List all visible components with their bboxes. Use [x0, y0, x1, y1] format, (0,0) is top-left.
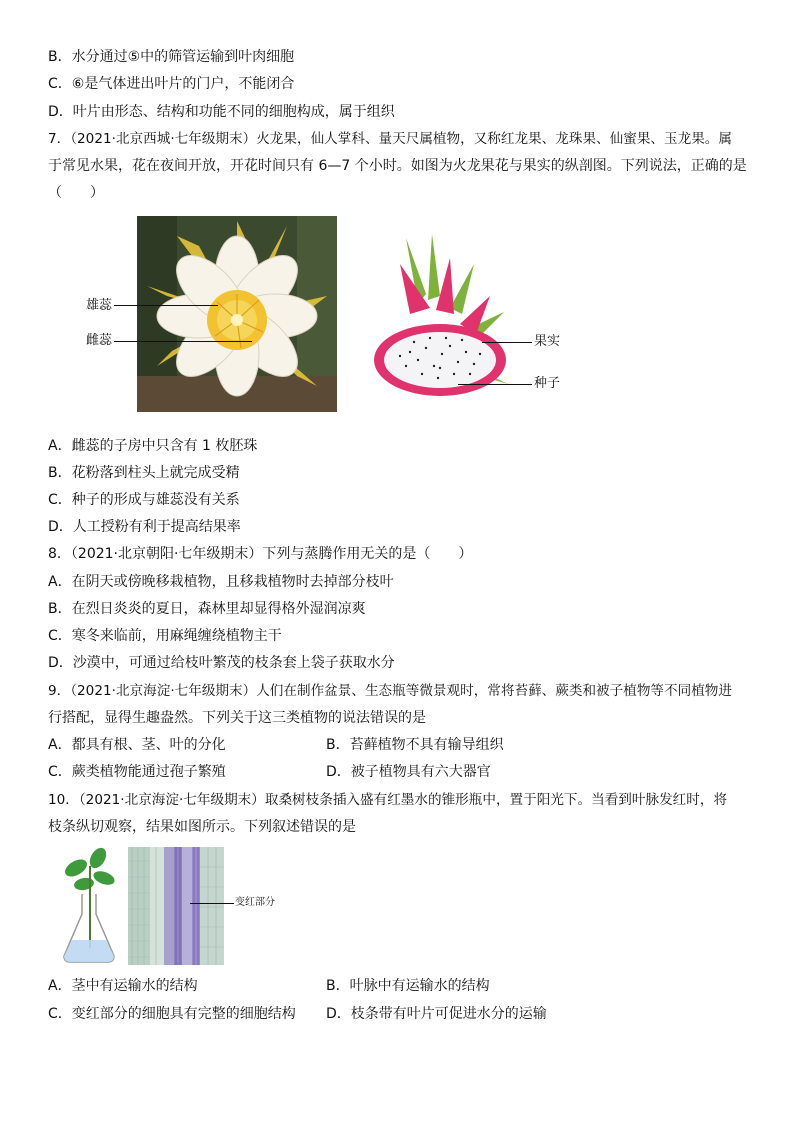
- q8-option-a: A．在阴天或傍晚移栽植物，且移栽植物时去掉部分枝叶: [48, 574, 394, 590]
- stem-longitudinal-section-micrograph: [128, 847, 224, 965]
- q9-options-row1: [48, 735, 748, 755]
- leader-stamen: [114, 305, 218, 306]
- label-pistil: 雌蕊: [86, 333, 113, 348]
- label-fruit: 果实: [534, 334, 561, 349]
- q10-stem-line2: 枝条纵切观察，结果如图所示。下列叙述错误的是: [48, 819, 356, 835]
- q9-options-row2: [48, 762, 748, 782]
- q10-options-row1: [48, 976, 748, 996]
- q9-stem-line2: 行搭配，显得生趣盎然。下列关于这三类植物的说法错误的是: [48, 710, 426, 726]
- q7-option-c: C．种子的形成与雄蕊没有关系: [48, 492, 240, 508]
- q9-stem-line1: 9．（2021·北京海淀·七年级期末）人们在制作盆景、生态瓶等微景观时，常将苔藓、蕨类和被子植物等不同植物进: [48, 683, 732, 699]
- q8-option-c: C．寒冬来临前，用麻绳缠绕植物主干: [48, 628, 282, 644]
- leader-pistil: [114, 341, 252, 342]
- q10-option-a: A．茎中有运输水的结构: [48, 978, 198, 994]
- leader-fruit: [482, 342, 532, 343]
- label-red-part: 变红部分: [235, 897, 275, 908]
- q10-options-row2: [48, 1004, 748, 1024]
- q6-option-d: D．叶片由形态、结构和功能不同的细胞构成，属于组织: [48, 104, 395, 120]
- q8-option-d: D．沙漠中，可通过给枝叶繁茂的枝条套上袋子获取水分: [48, 655, 395, 671]
- dragon-fruit-section-photo: [370, 234, 510, 400]
- q7-answer-blank: （ ）: [48, 185, 104, 201]
- flask-with-branch-illustration: [60, 844, 118, 966]
- label-seed: 种子: [534, 376, 561, 391]
- q10-option-c: C．变红部分的细胞具有完整的细胞结构: [48, 1006, 296, 1022]
- q7-stem-line2: 于常见水果，花在夜间开放，开花时间只有 6—7 个小时。如图为火龙果花与果实的纵剖图。下列说法，正确的是: [48, 158, 747, 174]
- q8-stem: 8．（2021·北京朝阳·七年级期末）下列与蒸腾作用无关的是（ ）: [48, 546, 473, 562]
- leader-red-part: [190, 903, 234, 904]
- q9-option-a: A．都具有根、茎、叶的分化: [48, 737, 226, 753]
- q7-stem-line1: 7．（2021·北京西城·七年级期末）火龙果，仙人掌科、量天尺属植物，又称红龙果、龙珠果、仙蜜果、玉龙果。属: [48, 131, 732, 147]
- leader-seed: [458, 384, 532, 385]
- label-stamen: 雄蕊: [86, 298, 113, 313]
- q9-option-c: C．蕨类植物能通过孢子繁殖: [48, 764, 226, 780]
- q6-option-b: B．水分通过⑤中的筛管运输到叶肉细胞: [48, 49, 295, 65]
- q7-option-d: D．人工授粉有利于提高结果率: [48, 519, 241, 535]
- q9-option-b: B．苔藓植物不具有输导组织: [326, 737, 504, 753]
- q10-stem-line1: 10．（2021·北京海淀·七年级期末）取桑树枝条插入盛有红墨水的锥形瓶中，置于阳光下。当看到叶脉发红时，将: [48, 792, 728, 808]
- q10-option-d: D．枝条带有叶片可促进水分的运输: [326, 1006, 547, 1022]
- dragon-fruit-flower-photo: [137, 216, 337, 412]
- q10-option-b: B．叶脉中有运输水的结构: [326, 978, 490, 994]
- q9-option-d: D．被子植物具有六大器官: [326, 764, 491, 780]
- q6-option-c: C．⑥是气体进出叶片的门户，不能闭合: [48, 76, 295, 92]
- q8-option-b: B．在烈日炎炎的夏日，森林里却显得格外湿润凉爽: [48, 601, 366, 617]
- q7-option-b: B．花粉落到柱头上就完成受精: [48, 465, 240, 481]
- q7-option-a: A．雌蕊的子房中只含有 1 枚胚珠: [48, 438, 258, 454]
